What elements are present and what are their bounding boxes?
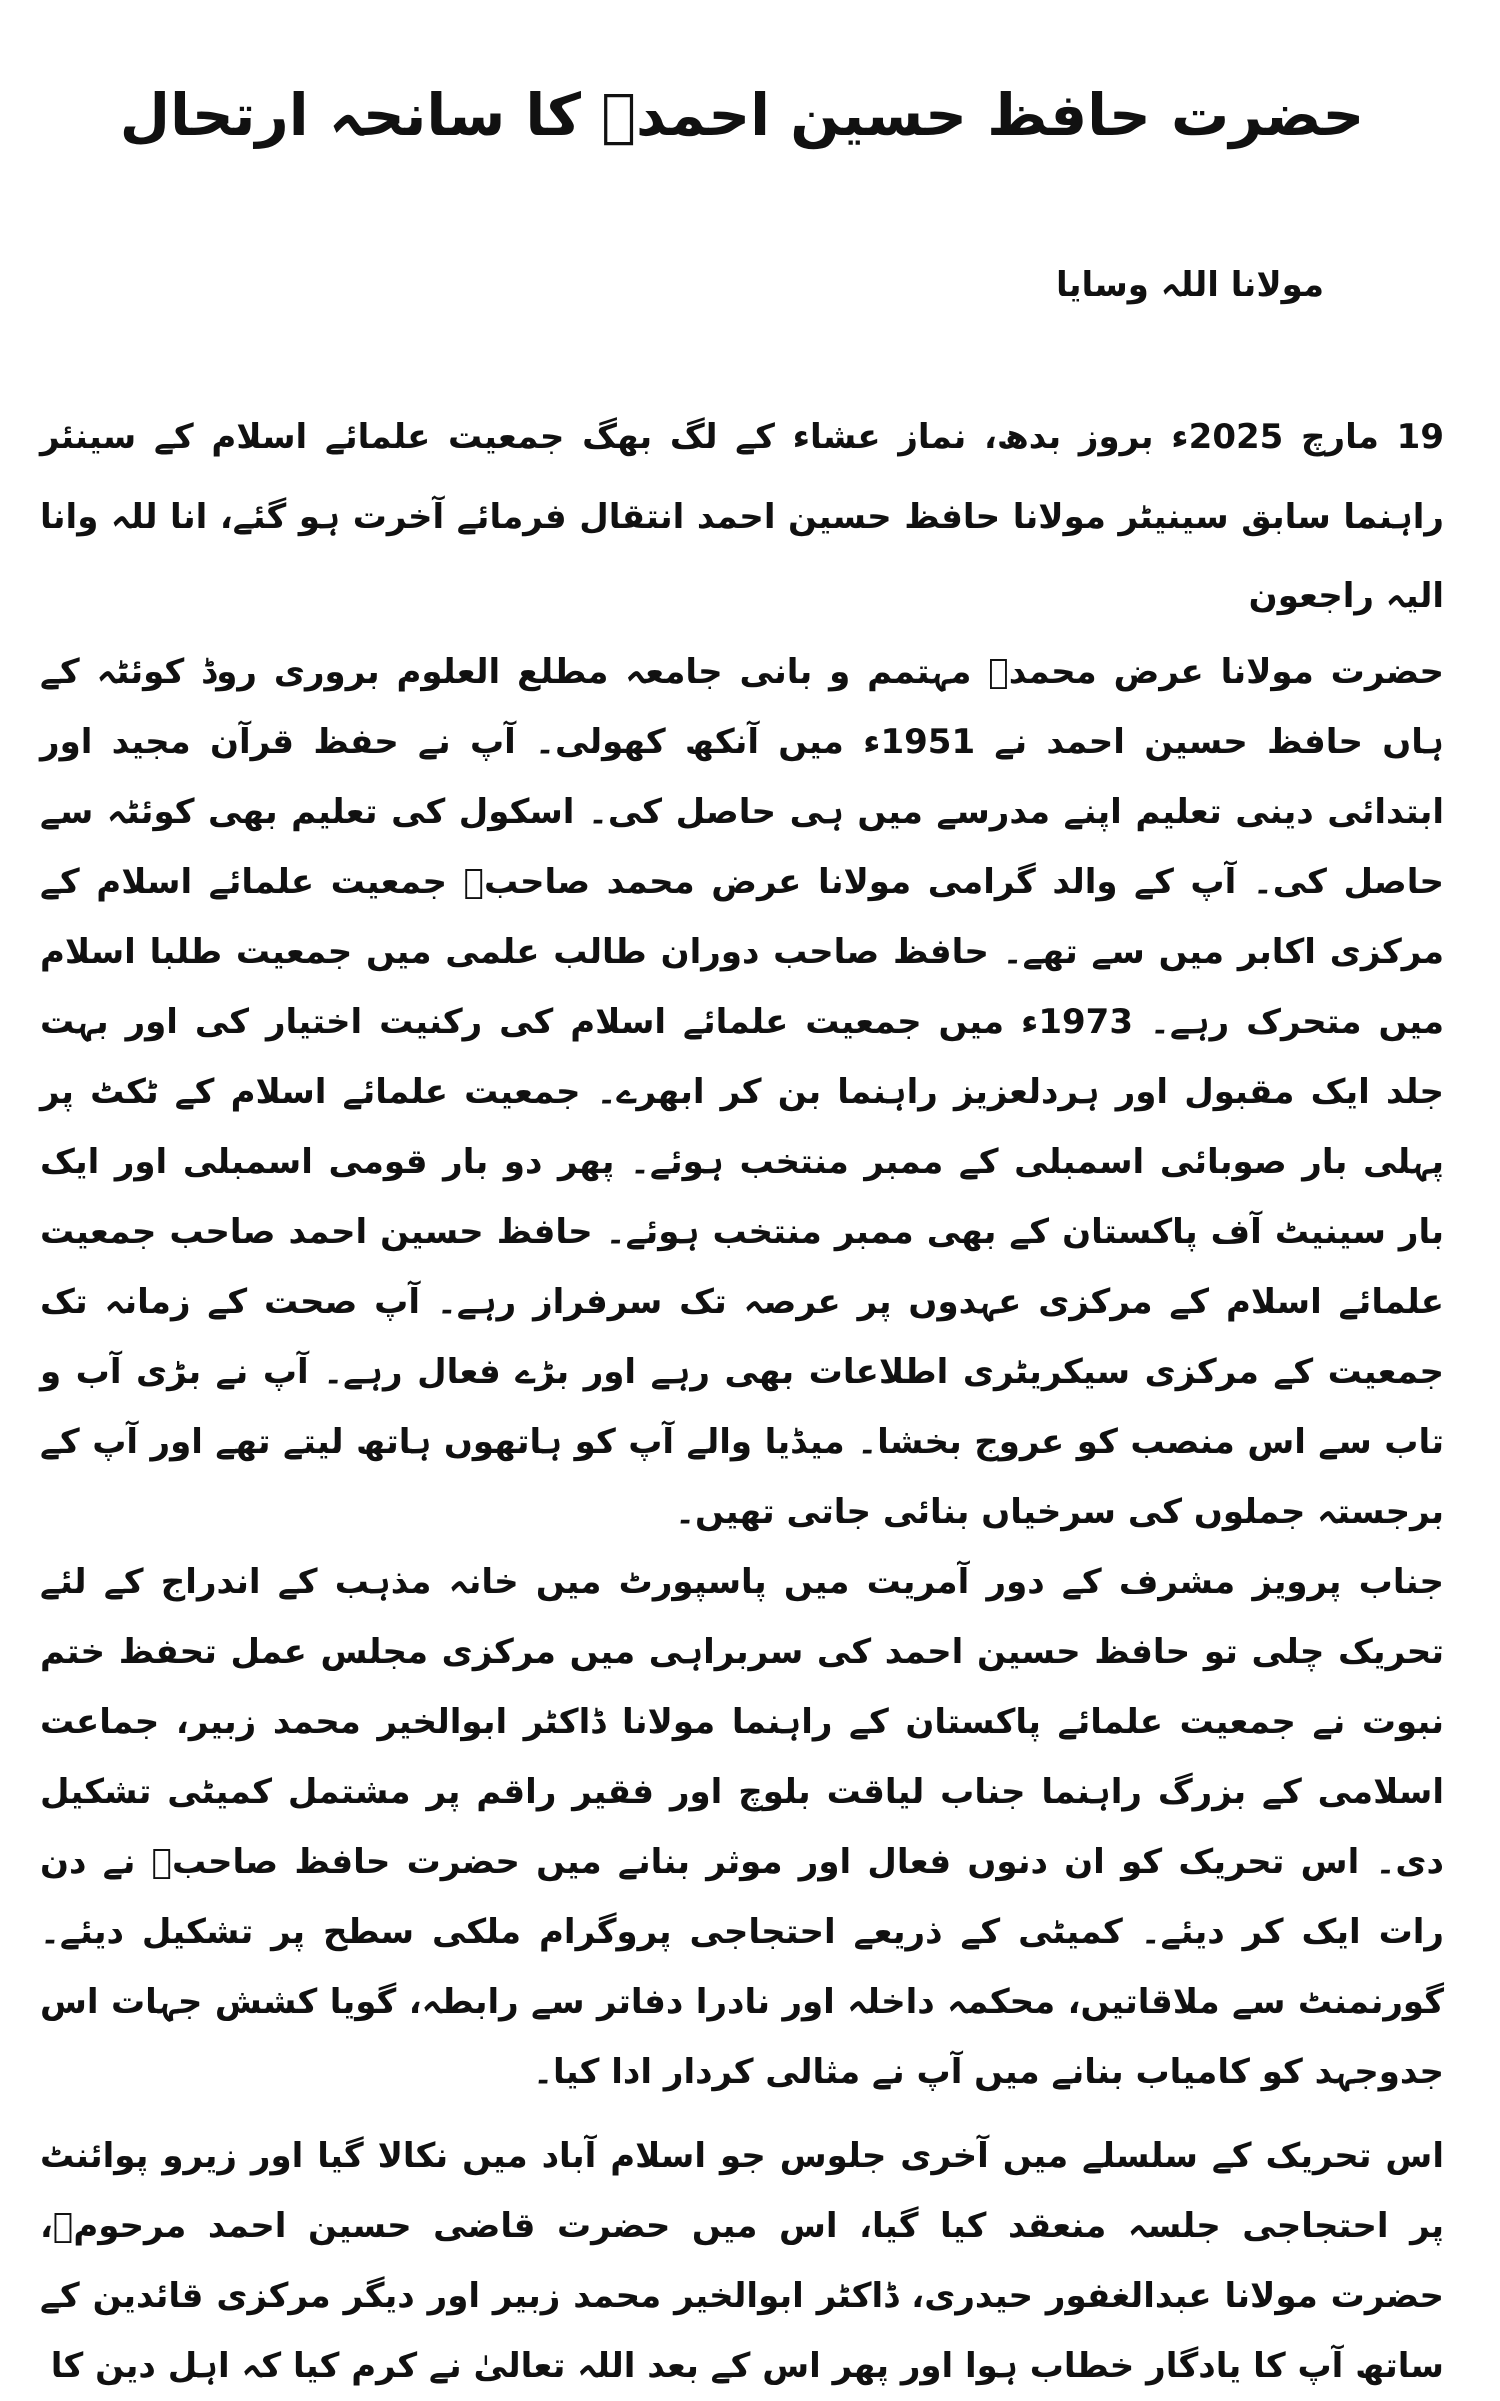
paragraph-movement: جناب پرویز مشرف کے دور آمریت میں پاسپورٹ میں خانہ مذہب کے اندراج کے لئے تحریک چلی تو حافظ حسین احمد کی سربراہی میں مرکزی مجلس عمل تحفظ ختم نبوت نے جمعیت علمائے پاکستان کے راہنما مولانا ڈاکٹر ابوالخیر محمد زبیر، جماعت اسلامی کے بزرگ راہنما جناب لیاقت بلوچ اور فقیر راقم پر مشتمل کمیٹی تشکیل دی۔ اس تحریک کو ان دنوں فعال اور موثر بنانے میں حضرت حافظ صاحبؒ نے دن رات ایک کر دیئے۔ کمیٹی کے ذریعے احتجاجی پروگرام ملکی سطح پر تشکیل دیئے۔ گورنمنٹ سے ملاقاتیں، محکمہ داخلہ اور نادرا دفاتر سے رابطہ، گویا کشش جہات اس جدوجہد کو کامیاب بنانے میں آپ نے مثالی کردار ادا کیا۔ xyxy=(40,1561,1444,2092)
paragraph-intro: 19 مارچ 2025ء بروز بدھ، نماز عشاء کے لگ بھگ جمعیت علمائے اسلام کے سینئر راہنما سابق سینیٹر مولانا حافظ حسین احمد انتقال فرمائے آخرت ہو گئے، انا للہ وانا الیہ راجعون xyxy=(40,417,1444,616)
paragraph-biography: حضرت مولانا عرض محمدؒ مہتمم و بانی جامعہ مطلع العلوم بروری روڈ کوئٹہ کے ہاں حافظ حسین احمد نے 1951ء میں آنکھ کھولی۔ آپ نے حفظ قرآن مجید اور ابتدائی دینی تعلیم اپنے مدرسے میں ہی حاصل کی۔ اسکول کی تعلیم بھی کوئٹہ سے حاصل کی۔ آپ کے والد گرامی مولانا عرض محمد صاحبؒ جمعیت علمائے اسلام کے مرکزی اکابر میں سے تھے۔ حافظ صاحب دوران طالب علمی میں جمعیت طلبا اسلام میں متحرک رہے۔ 1973ء میں جمعیت علمائے اسلام کی رکنیت اختیار کی اور بہت جلد ایک مقبول اور ہردلعزیز راہنما بن کر ابھرے۔ جمعیت علمائے اسلام کے ٹکٹ پر پہلی بار صوبائی اسمبلی کے ممبر منتخب ہوئے۔ پھر دو بار قومی اسمبلی اور ایک بار سینیٹ آف پاکستان کے بھی ممبر منتخب ہوئے۔ حافظ حسین احمد صاحب جمعیت علمائے اسلام کے مرکزی عہدوں پر عرصہ تک سرفراز رہے۔ آپ صحت کے زمانہ تک جمعیت کے مرکزی سیکریٹری اطلاعات بھی رہے اور بڑے فعال رہے۔ آپ نے بڑی آب و تاب سے اس منصب کو عروج بخشا۔ میڈیا والے آپ کو ہاتھوں ہاتھ لیتے تھے اور آپ کے برجستہ جملوں کی سرخیاں بنائی جاتی تھیں۔ xyxy=(40,651,1444,1532)
paragraph-final-rally: اس تحریک کے سلسلے میں آخری جلوس جو اسلام آباد میں نکالا گیا اور زیرو پوائنٹ پر احتجاجی جلسہ منعقد کیا گیا، اس میں حضرت قاضی حسین احمد مرحومؒ، حضرت مولانا عبدالغفور حیدری، ڈاکٹر ابوالخیر محمد زبیر اور دیگر مرکزی قائدین کے ساتھ آپ کا یادگار خطاب ہوا اور پھر اس کے بعد اللہ تعالیٰ نے کرم کیا کہ اہل دین کا xyxy=(40,2135,1444,2386)
article-title: حضرت حافظ حسین احمدؒ کا سانحہ ارتحال xyxy=(119,81,1365,149)
author-name: مولانا اللہ وسایا xyxy=(1056,265,1324,305)
article-body xyxy=(40,398,1444,2401)
